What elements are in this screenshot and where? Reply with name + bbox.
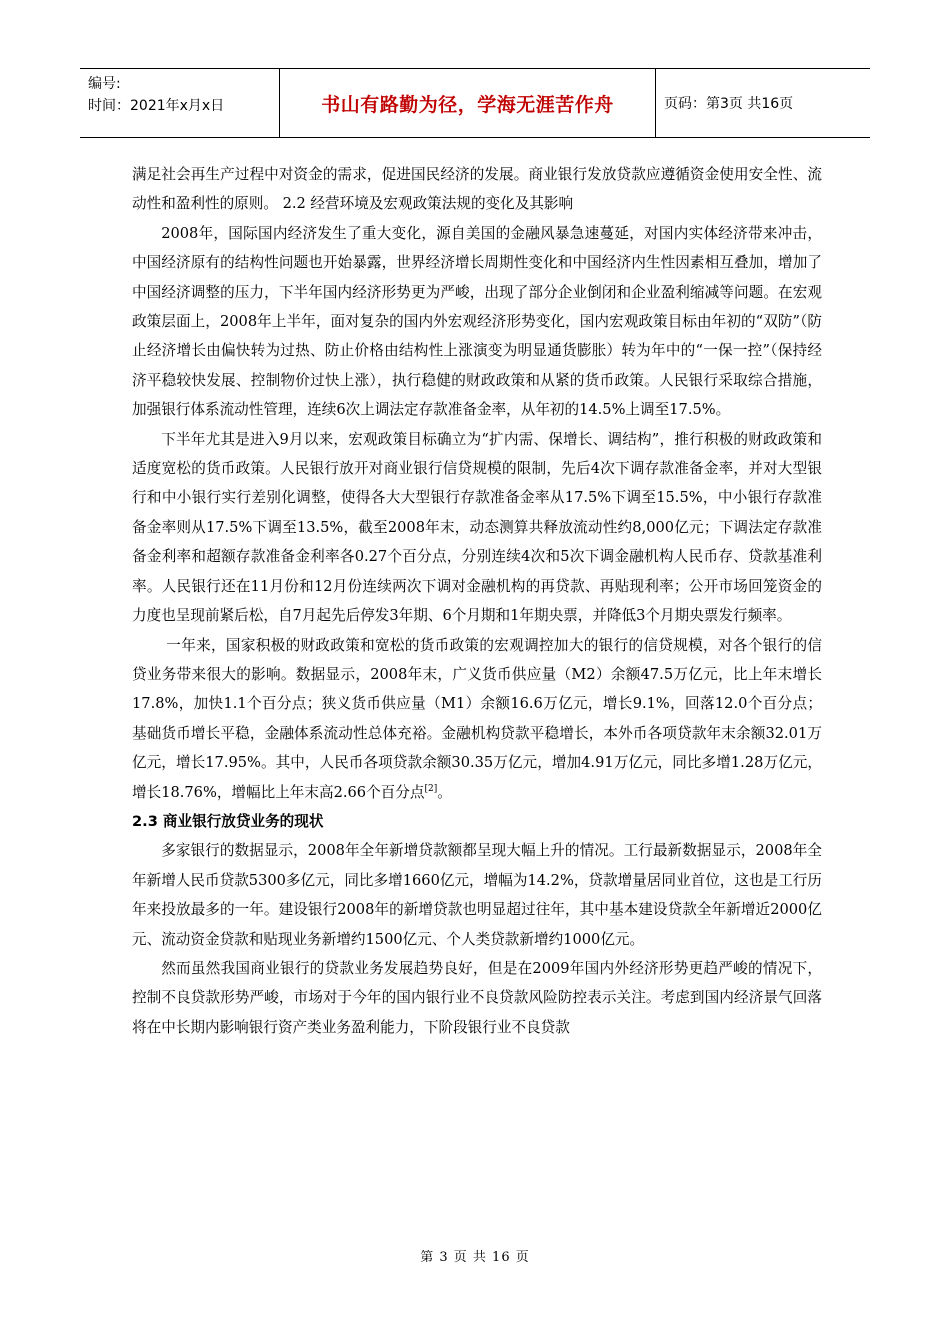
header-meta — [80, 69, 280, 137]
section-heading: 2.3 商业银行放贷业务的现状 — [132, 812, 324, 830]
paragraph-4-end: 。 — [437, 783, 452, 801]
header-motto: 书山有路勤为径，学海无涯苦作舟 — [280, 69, 656, 137]
paragraph-2: 2008年，国际国内经济发生了重大变化，源自美国的金融风暴急速蔓延，对国内实体经济带来冲击，中国经济原有的结构性问题也开始暴露，世界经济增长周期性变化和中国经济内生性因素相互叠加，增加了中国经济调整的压力，下半年国内经济形势更为严峻，出现了部分企业倒闭和企业盈利缩减等问题。在宏观政策层面上，2008年上半年，面对复杂的国内外宏观经济形势变化，国内宏观政策目标由年初的“双防”（防止经济增长由偏快转为过热、防止价格由结构性上涨演变为明显通货膨胀）转为年中的“一保一控”（保持经济平稳较快发展、控制物价过快上涨），执行稳健的财政政策和从紧的货币政策。人民银行采取综合措施，加强银行体系流动性管理，连续6次上调法定存款准备金率，从年初的14.5%上调至17.5%。 — [132, 224, 822, 419]
header-page-code: 页码：第3页 共16页 — [664, 96, 794, 112]
page-header — [80, 68, 870, 138]
paragraph-3: 下半年尤其是进入9月以来，宏观政策目标确立为“扩内需、保增长、调结构”，推行积极的财政政策和适度宽松的货币政策。人民银行放开对商业银行信贷规模的限制，先后4次下调存款准备金率，并对大型银行和中小银行实行差别化调整，使得各大大型银行存款准备金率从17.5%下调至15.5%，中小银行存款准备金率则从17.5%下调至13.5%，截至2008年末，动态测算共释放流动性约8,000亿元；下调法定存款准备金利率和超额存款准备金利率各0.27个百分点，分别连续4次和5次下调金融机构人民币存、贷款基准利率。人民银行还在11月份和12月份连续两次下调对金融机构的再贷款、再贴现利率；公开市场回笼资金的力度也呈现前紧后松，自7月起先后停发3年期、6个月期和1年期央票，并降低3个月期央票发行频率。 — [132, 430, 822, 625]
paragraph-4 — [132, 631, 822, 807]
paragraph-4-text: 一年来，国家积极的财政政策和宽松的货币政策的宏观调控加大的银行的信贷规模，对各个银行的信贷业务带来很大的影响。数据显示，2008年末，广义货币供应量（M2）余额47.5万亿元，比上年末增长17.8%，加快1.1个百分点；狭义货币供应量（M1）余额16.6万亿元，增长9.1%，回落12.0个百分点；基础货币增长平稳，金融体系流动性总体充裕。金融机构贷款平稳增长，本外币各项贷款年末余额32.01万亿元，增长17.95%。其中，人民币各项贷款余额30.35万亿元，增加4.91万亿元，同比多增1.28万亿元，增长18.76%，增幅比上年末高2.66个百分点 — [132, 636, 822, 801]
paragraph-6: 然而虽然我国商业银行的贷款业务发展趋势良好，但是在2009年国内外经济形势更趋严峻的情况下，控制不良贷款形势严峻，市场对于今年的国内银行业不良贷款风险防控表示关注。考虑到国内经济景气回落将在中长期内影响银行资产类业务盈利能力，下阶段银行业不良贷款 — [132, 959, 822, 1036]
paragraph-5: 多家银行的数据显示，2008年全年新增贷款额都呈现大幅上升的情况。工行最新数据显示，2008年全年新增人民币贷款5300多亿元，同比多增1660亿元，增幅为14.2%，贷款增量居同业首位，这也是工行历年来投放最多的一年。建设银行2008年的新增贷款也明显超过往年，其中基本建设贷款全年新增近2000亿元、流动资金贷款和贴现业务新增约1500亿元、个人类贷款新增约1000亿元。 — [132, 842, 822, 948]
document-body — [132, 160, 822, 1042]
document-number-label: 编号: — [88, 76, 121, 92]
document-date: 时间：2021年x月x日 — [88, 98, 225, 114]
page-footer: 第 3 页 共 16 页 — [420, 1250, 530, 1265]
paragraph-1: 满足社会再生产过程中对资金的需求，促进国民经济的发展。商业银行发放贷款应遵循资金使用安全性、流动性和盈利性的原则。 2.2 经营环境及宏观政策法规的变化及其影响 — [132, 166, 822, 213]
citation-ref: [2] — [424, 783, 438, 794]
